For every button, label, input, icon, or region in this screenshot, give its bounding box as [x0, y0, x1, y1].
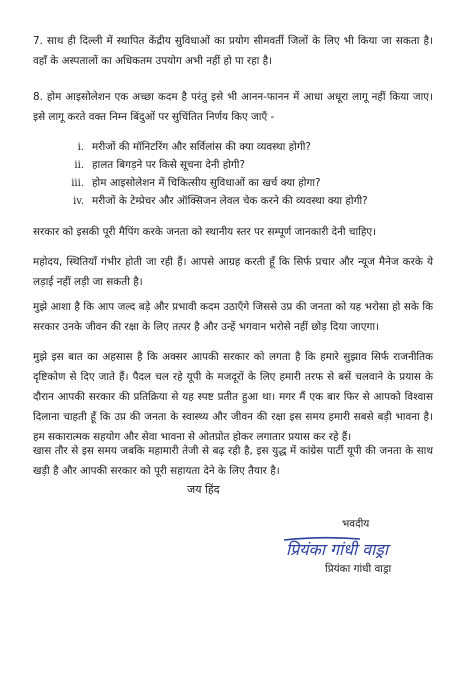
signature-text: प्रियंका गांधी वाड्रा: [286, 540, 389, 559]
paragraph-7: 7. साथ ही दिल्ली में स्थापित केंद्रीय सुविधाओं का प्रयोग सीमवर्ती जिलों के लिए भी किया जा सकता है। वहाँ के अस्पतालों का अधिकतम उपयोग अभी नहीं हो पा रहा है।: [33, 35, 433, 67]
closing-bhavdiya: भवदीय: [342, 518, 370, 530]
paragraph-mapping: सरकार को इसकी पूरी मैपिंग करके जनता को स्थानीय स्तर पर सम्पूर्ण जानकारी देनी चाहिए।: [33, 226, 377, 238]
paragraph-8: 8. होम आइसोलेशन एक अच्छा कदम है परंतु इसे भी आनन-फानन में आधा अधूरा लागू नहीं किया जाए। इसे लागू करते वक्त निम्न बिंदुओं पर सुचिंतित निर्णय किए जाएँ -: [33, 91, 433, 123]
point-number: ii.: [74, 160, 84, 171]
paragraph-ahsas: मुझे इस बात का अहसास है कि अक्सर आपकी सरकार को लगता है कि हमारे सुझाव सिर्फ राजनीतिक दृष्टिकोण से दिए जाते हैं। पैदल चल रहे यूपी के मजदूरों के लिए हमारी तरफ से बसें चलवाने के प्रयास के दौरान आपकी सरकार की प्रतिक्रिया से यह स्पष्ट प्रतीत हुआ था। मगर मैं एक बार फिर से आपको विश्वास दिलाना चाहती हूँ कि उप्र की जनता के स्वास्थ्य और जीवन की रक्षा इस समय हमारी सबसे बड़ी भावना है। हम सकारात्मक सहयोग और सेवा भावना से ओतप्रोत होकर लगातार प्रयास कर रहे हैं।: [33, 351, 433, 443]
point-number: iii.: [71, 178, 84, 189]
point-1: [64, 139, 434, 156]
closing-jai-hind: जय हिंद: [187, 483, 220, 496]
point-4: [64, 193, 434, 210]
signatory-name: प्रियंका गांधी वाड्रा: [325, 563, 392, 575]
paragraph-asha: मुझे आशा है कि आप जल्द बड़े और प्रभावी कदम उठाएँगे जिससे उप्र की जनता को यह भरोसा हो सके कि सरकार उनके जीवन की रक्षा के लिए तत्पर है और उन्हें भगवान भरोसे नहीं छोड़ दिया जाएगा।: [33, 301, 433, 333]
point-3: [64, 175, 434, 192]
handwritten-signature: [282, 534, 442, 564]
point-text: होम आइसोलेशन में चिकित्सीय सुविधाओं का खर्च क्या होगा?: [92, 177, 321, 189]
point-text: हालत बिगड़ने पर किसे सूचना देनी होगी?: [92, 159, 245, 171]
point-number: i.: [77, 142, 84, 153]
paragraph-khas: खास तौर से इस समय जबकि महामारी तेजी से बढ़ रही है, इस युद्ध में कांग्रेस पार्टी यूपी की जनता के साथ खड़ी है और आपकी सरकार को पूरी सहायता देने के लिए तैयार है।: [33, 445, 433, 477]
point-number: iv.: [73, 196, 84, 207]
point-2: [64, 157, 434, 174]
paragraph-mahoday: महोदय, स्थितियाँ गंभीर होती जा रही हैं। आपसे आग्रह करती हूँ कि सिर्फ प्रचार और न्यूज मैनेज करके ये लड़ाई नहीं लड़ी जा सकती है।: [33, 256, 433, 288]
point-text: मरीजों के टेम्प्रेचर और ऑक्सिजन लेवल चेक करने की व्यवस्था क्या होगी?: [92, 195, 368, 207]
point-text: मरीजों की मॉनिटरिंग और सर्विलांस की क्या व्यवस्था होगी?: [92, 141, 311, 153]
